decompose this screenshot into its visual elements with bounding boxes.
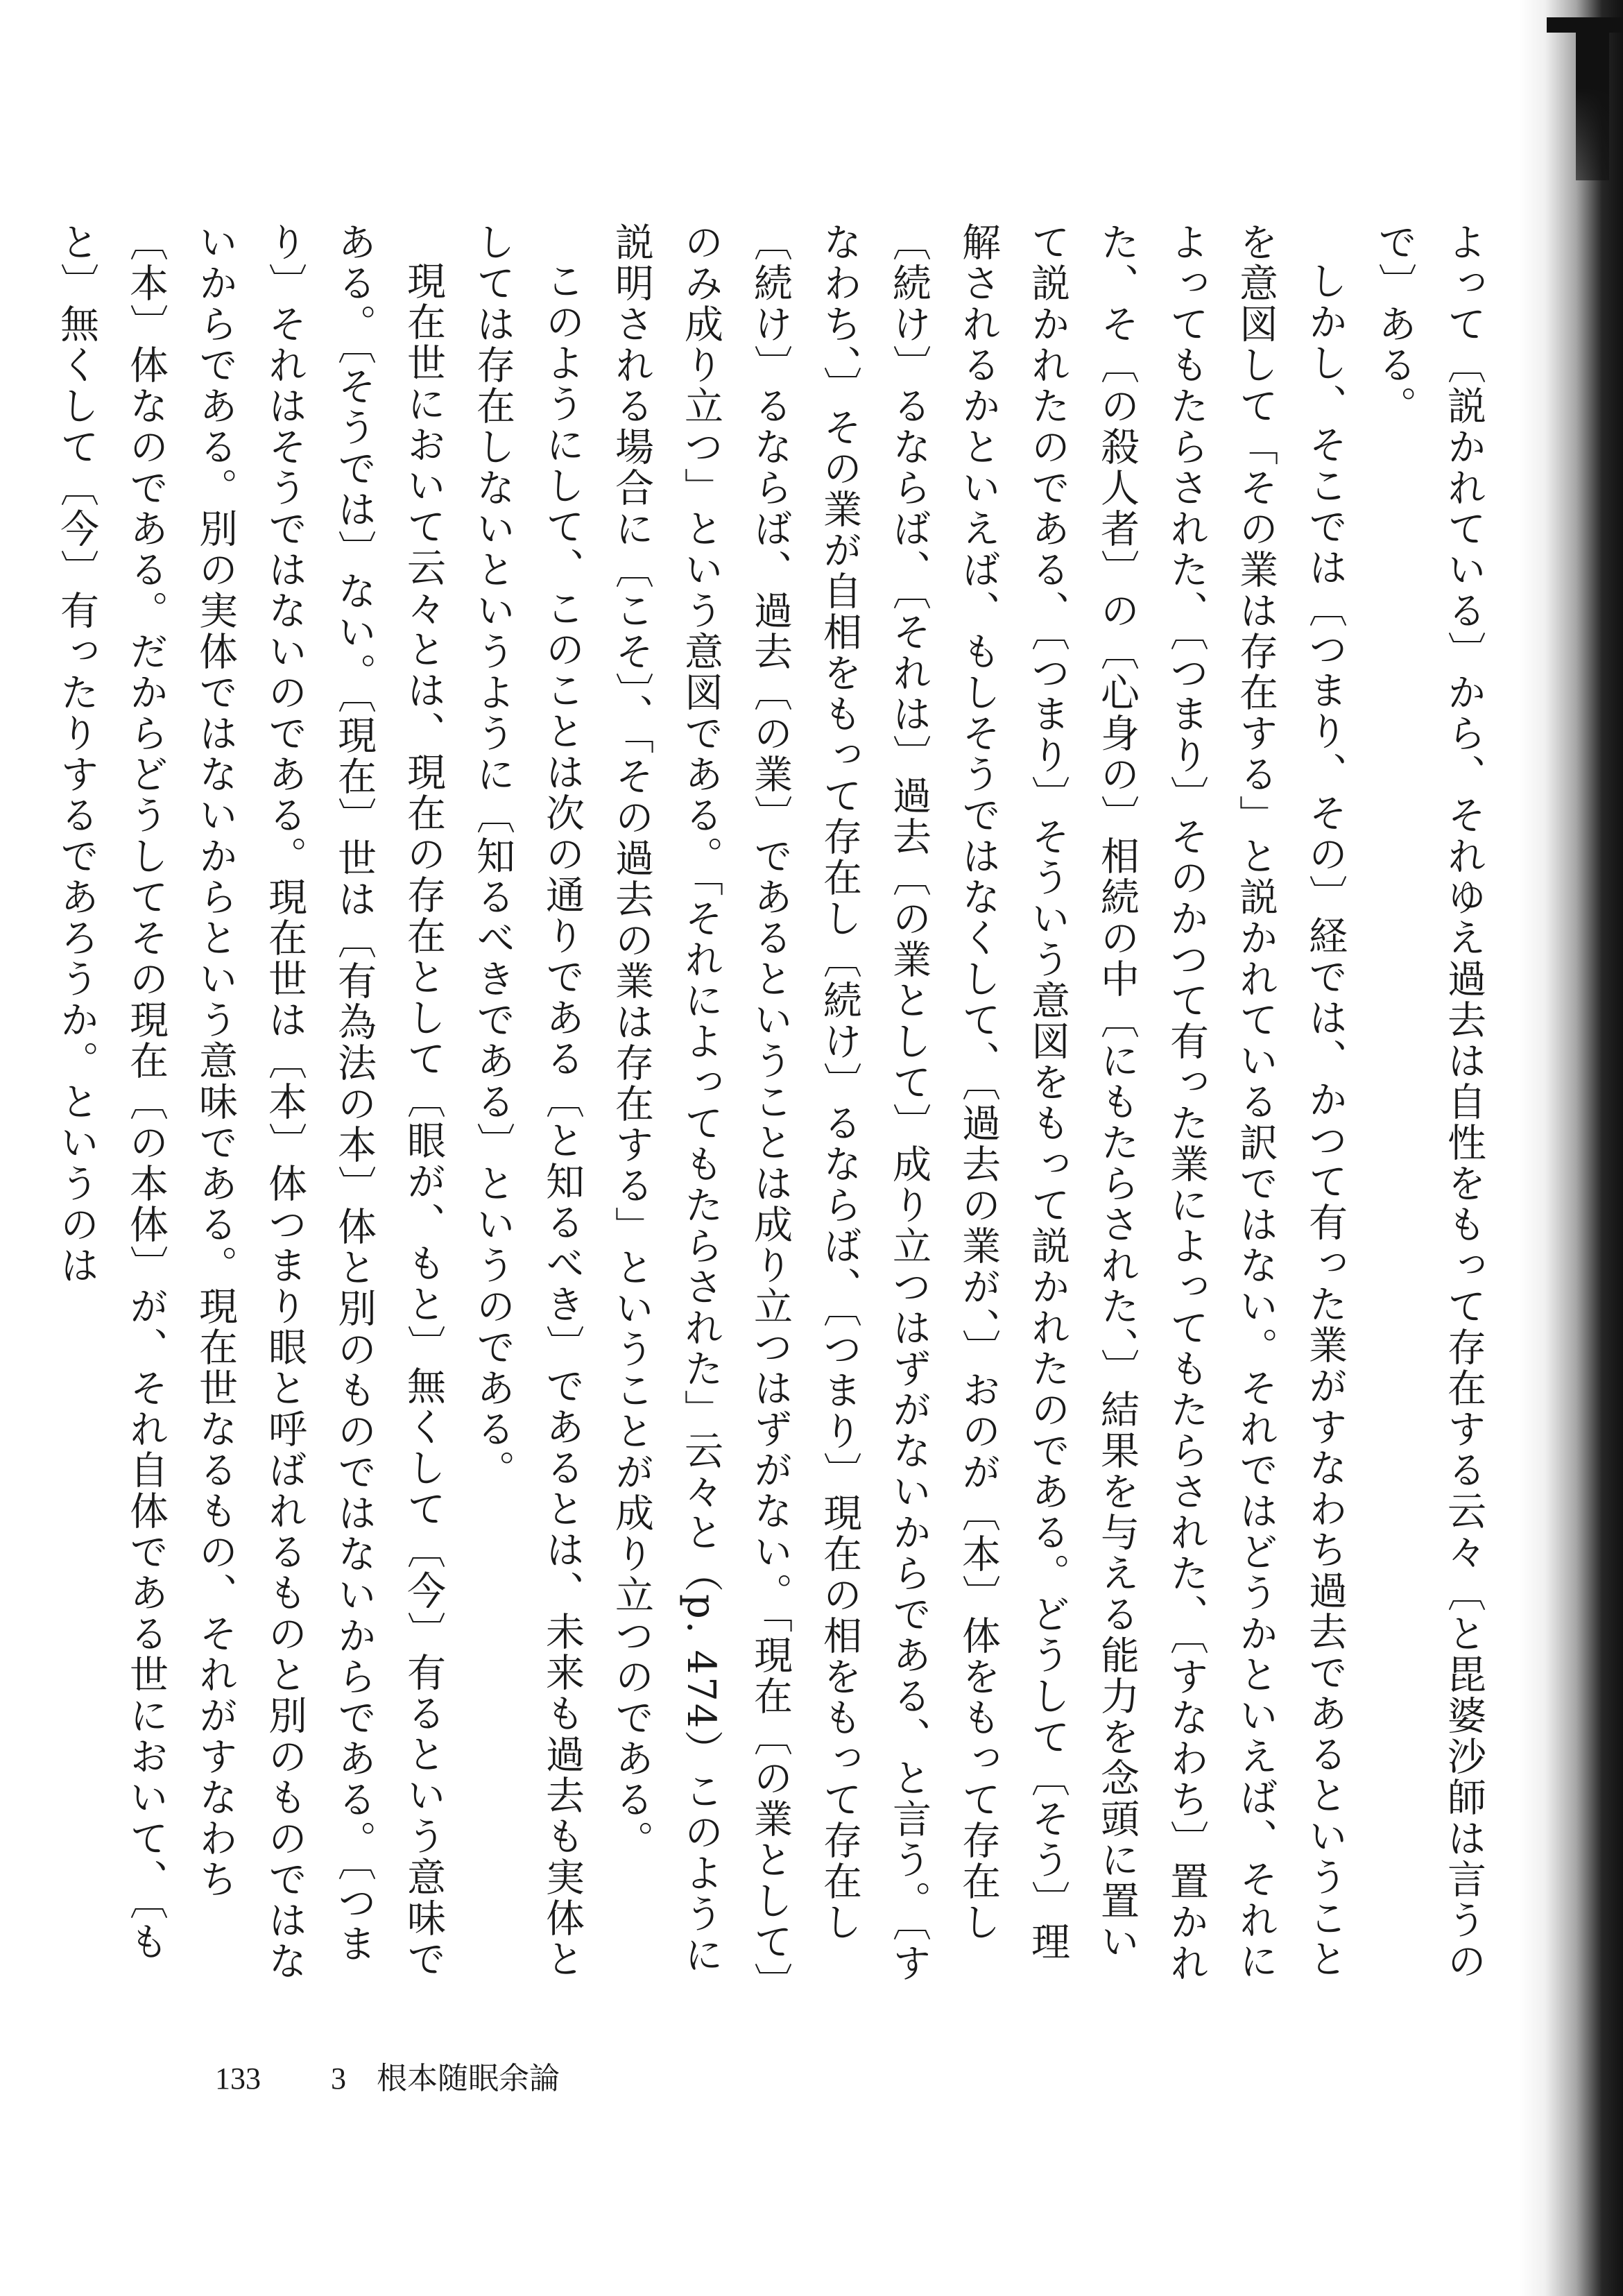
paragraph-3: このようにして、このことは次の通りである〔と知るべき〕であるとは、未来も過去も実体としては存在しないというように〔知るべきである〕というのである。 [470, 222, 585, 1980]
page-footer [215, 2053, 560, 2098]
paragraph-1: よって〔説かれている〕から、それゆえ過去は自性をもって存在する云々〔と毘婆沙師は言うので〕ある。 [1372, 222, 1486, 1982]
page-number: 133 [215, 2062, 261, 2096]
paragraph-4: 現在世において云々とは、現在の存在として〔眼が、もと〕無くして〔今〕有るという意味である。〔そうでは〕ない。〔現在〕世は〔有為法の本〕体と別のものではないからである。〔つまり〕それはそうではないのである。現在世は〔本〕体つまり眼と呼ばれるものと別のものではないからである。別の実体ではないからという意味である。現在世なるもの、それがすなわち〔本〕体なのである。だからどうしてその現在〔の本体〕が、それ自体である世において、〔もと〕無くして〔今〕有ったりするであろうか。というのは [54, 222, 446, 1982]
spine-bar-mark [1576, 28, 1609, 180]
vertical-text-body [54, 222, 1498, 1984]
running-title: 3 根本随眠余論 [331, 2062, 560, 2096]
paragraph-2: しかし、そこでは〔つまり、その〕経では、かつて有った業がすなわち過去であるということを意図して「その業は存在する」と説かれている訳ではない。それではどうかといえば、それによってもたらされた、〔つまり〕そのかつて有った業によってもたらされた、〔すなわち〕置かれた、そ〔の殺人者〕の〔心身の〕相続の中〔にもたらされた、〕結果を与える能力を念頭に置いて説かれたのである、〔つまり〕そういう意図をもって説かれたのである。どうして〔そう〕理解されるかといえば、もしそうではなくして、〔過去の業が、〕おのが〔本〕体をもって存在し〔続け〕るならば、〔それは〕過去〔の業として〕成り立つはずがないからである、と言う。〔すなわち、〕その業が自相をもって存在し〔続け〕るならば、〔つまり〕現在の相をもって存在し〔続け〕るならば、過去〔の業〕であるということは成り立つはずがない。「現在〔の業として〕のみ成り立つ」という意図である。「それによってもたらされた」云々と（p. 474）このように説明される場合に〔こそ〕、「その過去の業は存在する」ということが成り立つのである。 [609, 222, 1348, 1984]
book-spine-shadow [1519, 0, 1623, 2296]
